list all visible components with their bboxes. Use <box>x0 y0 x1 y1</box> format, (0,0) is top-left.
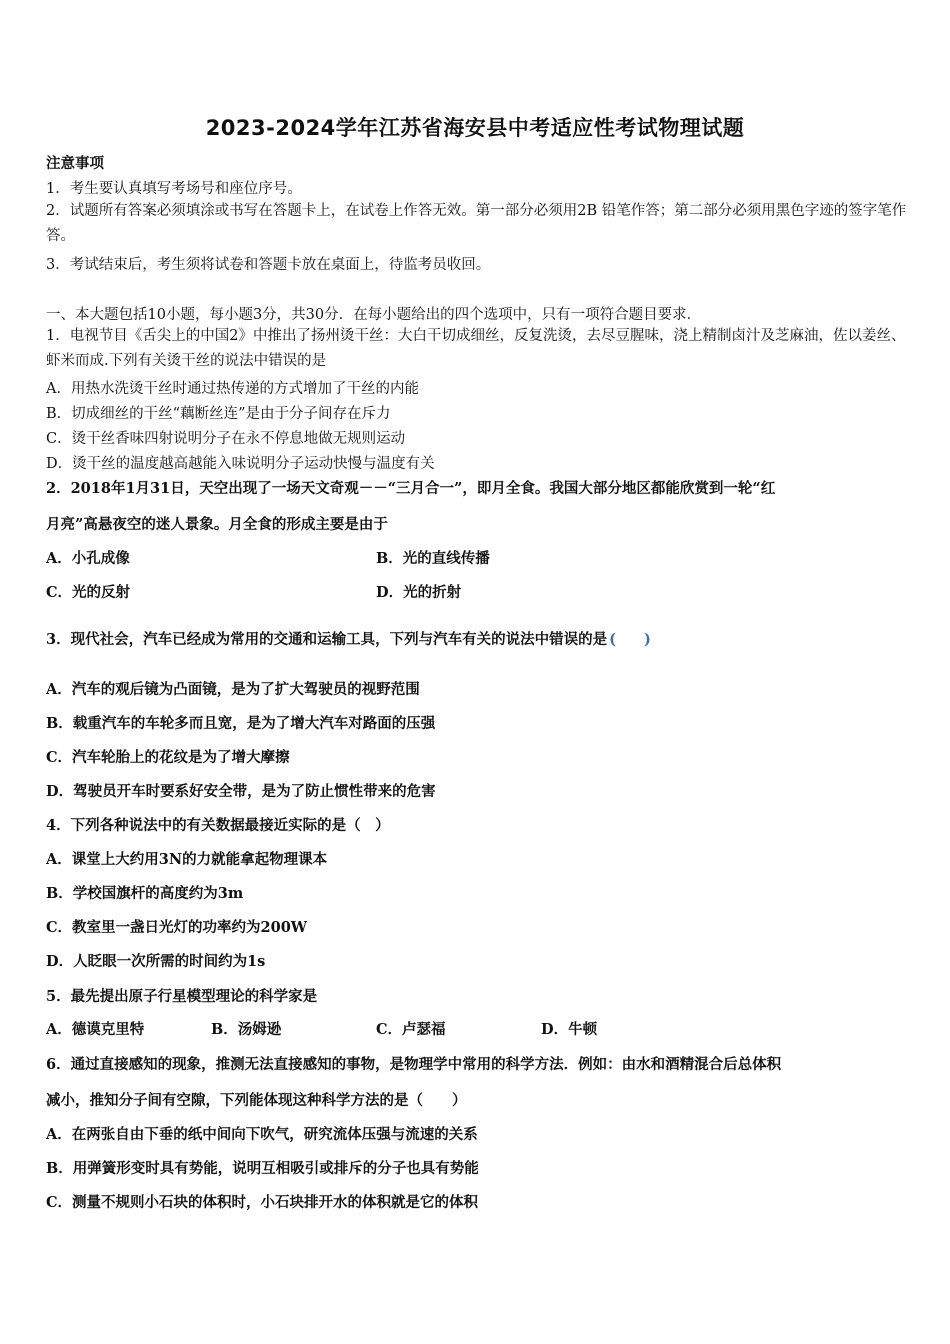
question-2-option-a: A．小孔成像 <box>46 550 130 567</box>
question-3-stem <box>46 628 679 649</box>
question-3-answer-paren: () <box>609 631 679 648</box>
question-1-option-b: B．切成细丝的干丝“藕断丝连”是由于分子间存在斥力 <box>46 406 391 422</box>
question-6-stem-line-1: 6．通过直接感知的现象，推测无法直接感知的事物，是物理学中常用的科学方法．例如：由水和酒精混合后总体积 <box>46 1056 782 1073</box>
question-4-option-a: A．课堂上大约用3N的力就能拿起物理课本 <box>46 851 328 868</box>
question-2-option-b: B．光的直线传播 <box>376 550 490 567</box>
question-6-option-b: B．用弹簧形变时具有势能，说明互相吸引或排斥的分子也具有势能 <box>46 1160 479 1177</box>
page-title: 2023-2024学年江苏省海安县中考适应性考试物理试题 <box>205 116 745 140</box>
question-3-option-a: A．汽车的观后镜为凸面镜，是为了扩大驾驶员的视野范围 <box>46 681 420 698</box>
question-2-option-c: C．光的反射 <box>46 584 131 601</box>
question-1-option-d: D．烫干丝的温度越高越能入味说明分子运动快慢与温度有关 <box>46 456 435 472</box>
question-5-option-d: D．牛顿 <box>541 1021 598 1038</box>
question-5-stem: 5．最先提出原子行星模型理论的科学家是 <box>46 988 318 1005</box>
question-2-stem-line-1: 2．2018年1月31日，天空出现了一场天文奇观－－“三月合一”，即月全食。我国大部分地区都能欣赏到一轮“红 <box>46 480 776 497</box>
question-4-option-b: B．学校国旗杆的高度约为3m <box>46 885 244 902</box>
question-1-stem: 1．电视节目《舌尖上的中国2》中推出了扬州烫干丝：大白干切成细丝，反复洗烫，去尽豆腥味，浇上精制卤汁及芝麻油，佐以姜丝、虾米而成.下列有关烫干丝的说法中错误的是 <box>46 328 906 369</box>
section-heading: 一、本大题包括10小题，每小题3分，共30分．在每小题给出的四个选项中，只有一项符合题目要求． <box>46 307 702 323</box>
question-6-stem-line-2: 减小，推知分子间有空隙，下列能体现这种科学方法的是（ ） <box>46 1092 467 1109</box>
question-5-option-c: C．卢瑟福 <box>376 1021 446 1038</box>
question-3-stem-text: 3．现代社会，汽车已经成为常用的交通和运输工具，下列与汽车有关的说法中错误的是 <box>46 631 608 648</box>
notice-heading: 注意事项 <box>46 155 104 172</box>
question-4-option-c: C．教室里一盏日光灯的功率约为200W <box>46 919 308 936</box>
question-6-option-a: A．在两张自由下垂的纸中间向下吹气，研究流体压强与流速的关系 <box>46 1126 478 1143</box>
question-6-option-c: C．测量不规则小石块的体积时，小石块排开水的体积就是它的体积 <box>46 1194 479 1211</box>
notice-item-1: 1．考生要认真填写考场号和座位序号。 <box>46 181 302 197</box>
question-4-option-d: D．人眨眼一次所需的时间约为1s <box>46 953 266 970</box>
question-5-option-b: B．汤姆逊 <box>211 1021 282 1038</box>
question-2-option-d: D．光的折射 <box>376 584 462 601</box>
notice-item-3: 3．考试结束后，考生须将试卷和答题卡放在桌面上，待监考员收回。 <box>46 257 491 273</box>
question-2-stem-line-2: 月亮”高悬夜空的迷人景象。月全食的形成主要是由于 <box>46 516 388 533</box>
question-3-option-b: B．载重汽车的车轮多而且宽，是为了增大汽车对路面的压强 <box>46 715 436 732</box>
question-3-option-d: D．驾驶员开车时要系好安全带，是为了防止惯性带来的危害 <box>46 783 436 800</box>
question-5-option-a: A．德谟克里特 <box>46 1021 145 1038</box>
question-4-stem: 4．下列各种说法中的有关数据最接近实际的是（ ） <box>46 817 390 834</box>
question-1-option-a: A．用热水洗烫干丝时通过热传递的方式增加了干丝的内能 <box>46 381 419 397</box>
question-1-option-c: C．烫干丝香味四射说明分子在永不停息地做无规则运动 <box>46 431 406 447</box>
question-3-option-c: C．汽车轮胎上的花纹是为了增大摩擦 <box>46 749 290 766</box>
notice-item-2: 2．试题所有答案必须填涂或书写在答题卡上，在试卷上作答无效。第一部分必须用2B 铅笔作答；第二部分必须用黑色字迹的签字笔作答。 <box>46 203 907 244</box>
